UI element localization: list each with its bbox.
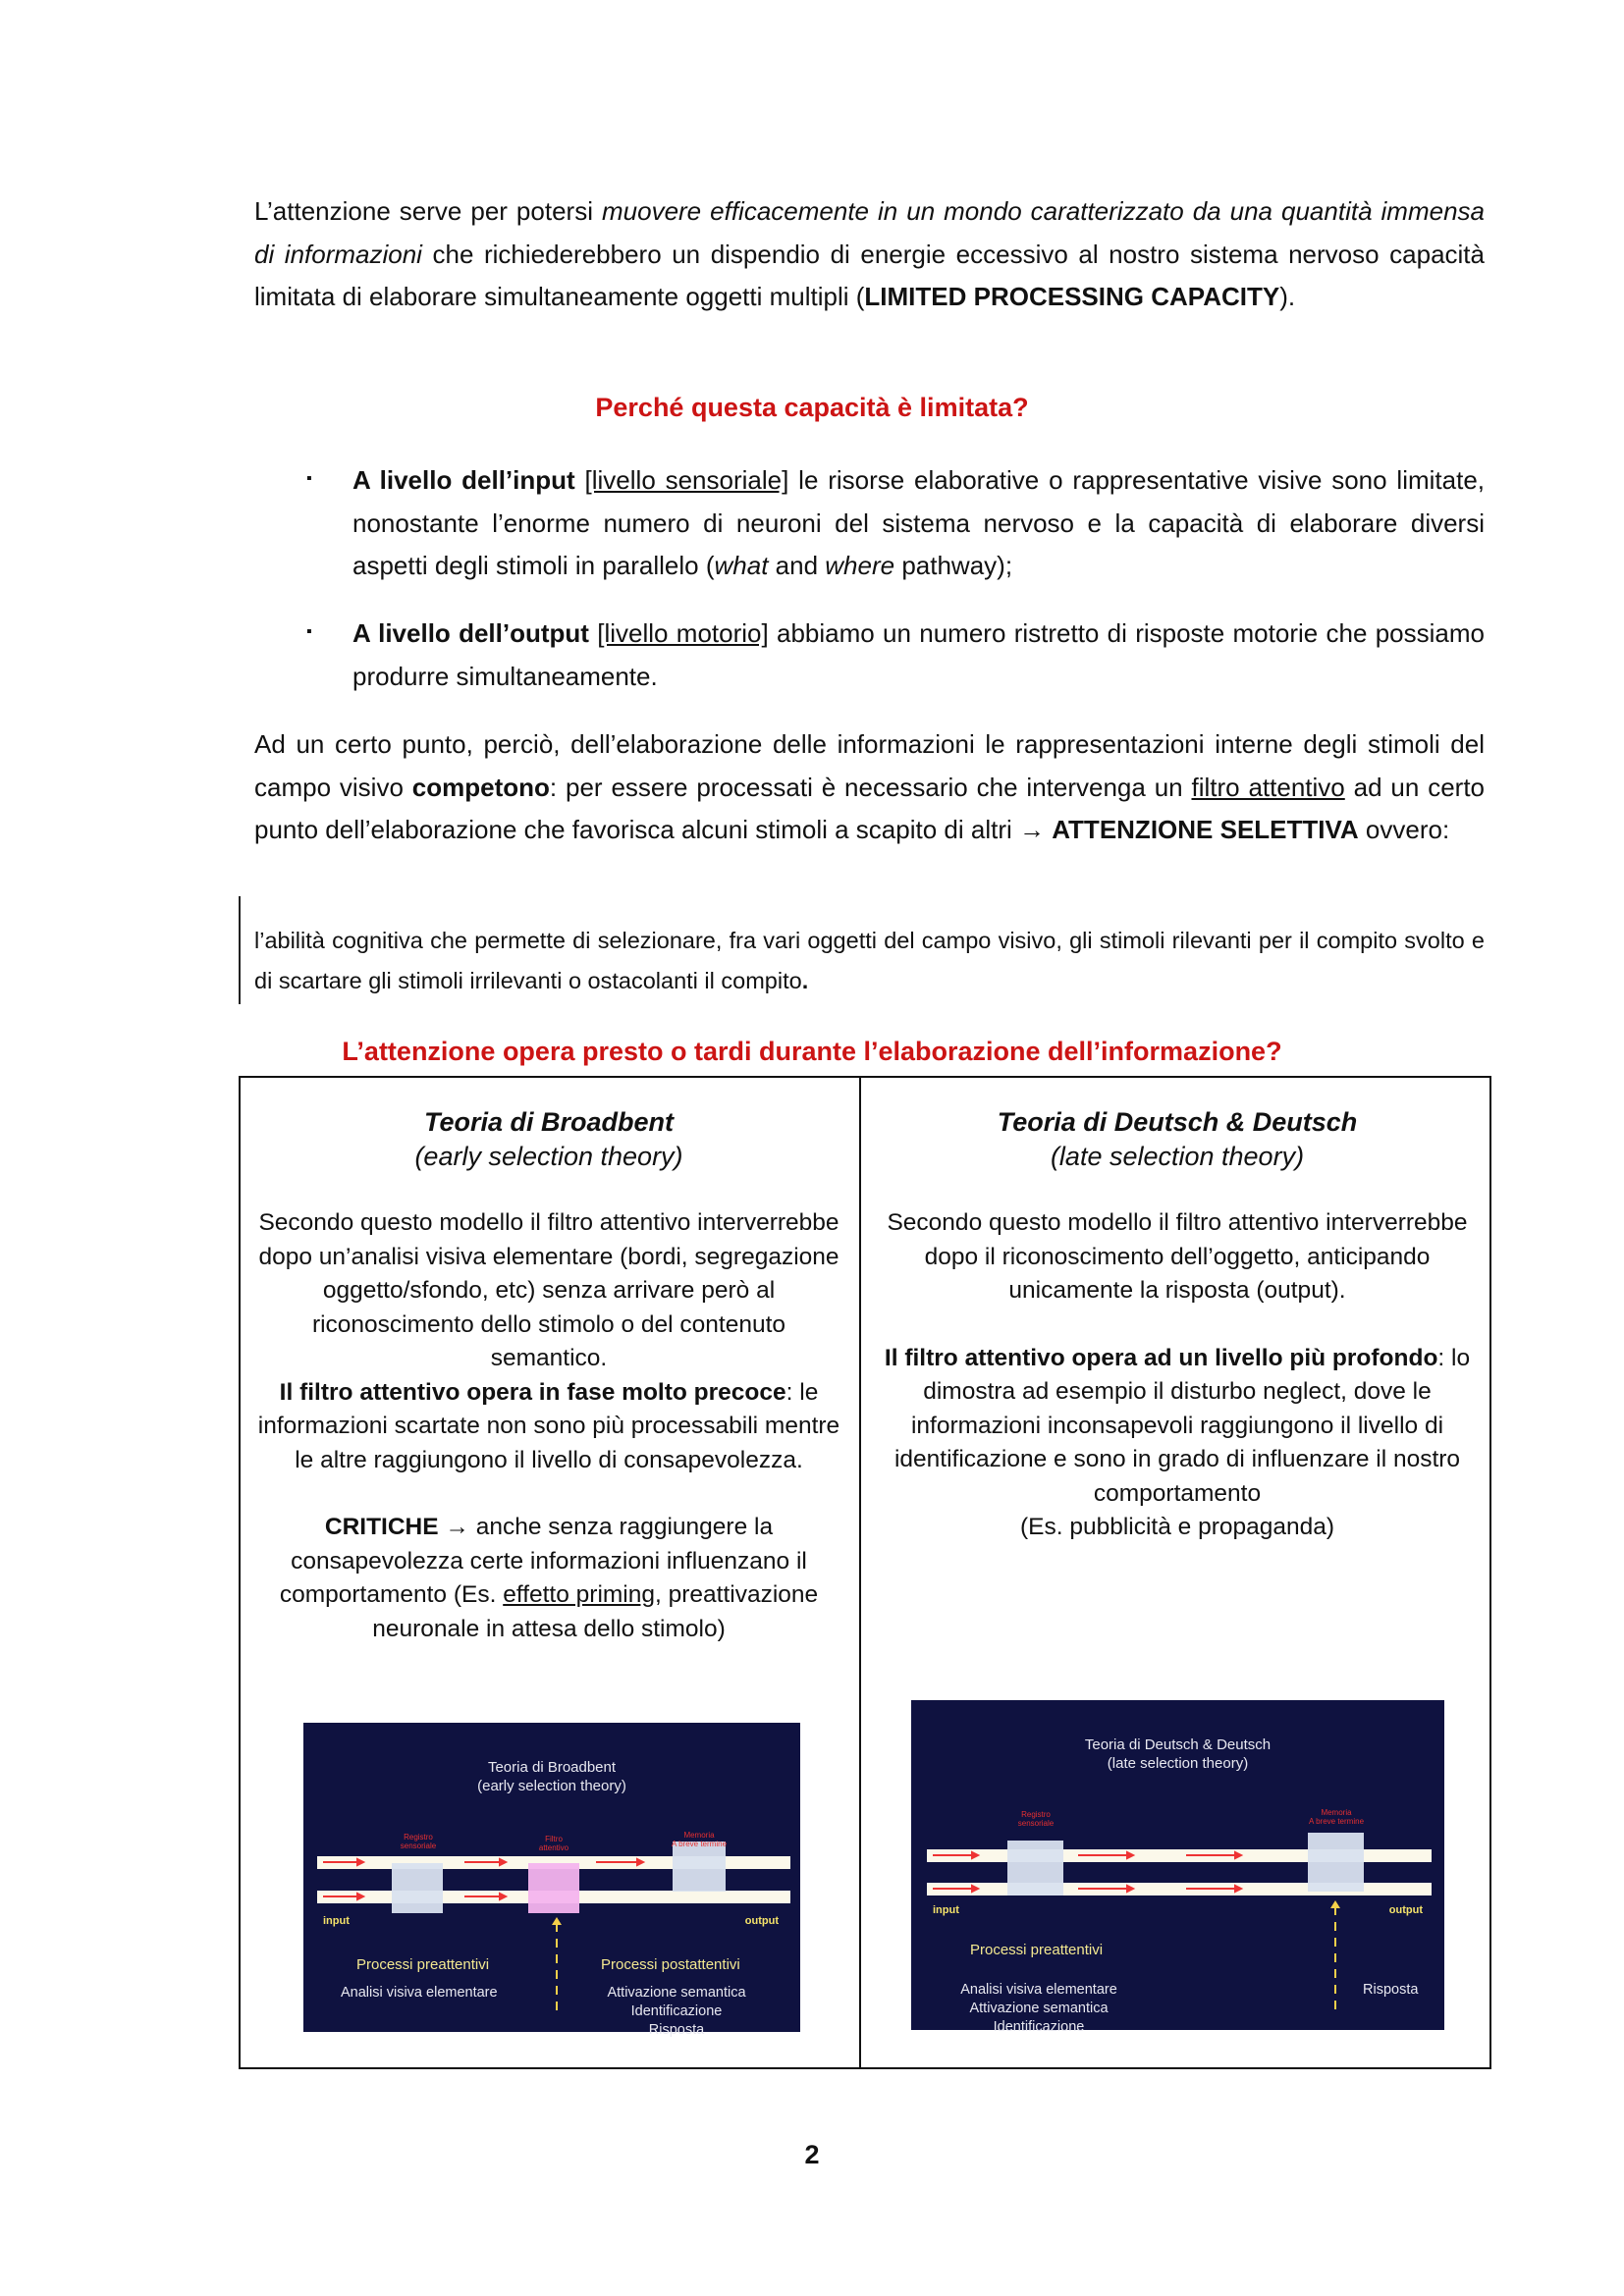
reg2: sensoriale: [1017, 1819, 1055, 1828]
broadbent-p1: Secondo questo modello il filtro attentivo interverrebbe dopo un’analisi visiva elementare (bordi, segregazione oggetto/sfondo, etc) senza arrivare però al riconoscimento dello stimolo o del contenuto semantico.: [258, 1209, 839, 1371]
label-preattentivi: Processi preattentivi: [356, 1956, 490, 1973]
broadbent-subtitle: (early selection theory): [414, 1141, 683, 1171]
ana1: Analisi visiva elementare: [960, 1982, 1117, 1998]
bullet-text: pathway);: [894, 551, 1013, 580]
broadbent-title: Teoria di Broadbent: [423, 1107, 675, 1137]
bold-competono: competono: [411, 772, 550, 802]
slide-subtitle: (early selection theory): [477, 1778, 626, 1794]
slide-subtitle: (late selection theory): [1107, 1755, 1249, 1772]
critiche-label: CRITICHE: [324, 1514, 439, 1540]
link-livello-sensoriale: [livello sensoriale]: [584, 465, 789, 495]
bullet-marker: ▪: [306, 470, 312, 487]
mem1: Memoria: [683, 1831, 715, 1840]
bullet-output: [352, 613, 1485, 698]
intro-text-3: ).: [1279, 282, 1296, 311]
deutsch-subtitle: (late selection theory): [1050, 1141, 1305, 1171]
table-divider: [859, 1078, 861, 2067]
deutsch-p2: [875, 1342, 1480, 1512]
deutsch-p2-text: : lo dimostra ad esempio il disturbo neglect, dove le informazioni inconsapevoli raggiungono il livello di identificazione e sono in grado di influenzare il nostro comportamento: [893, 1344, 1471, 1507]
label-postattentivi: Processi postattentivi: [601, 1956, 740, 1973]
quote-period: .: [801, 968, 809, 993]
ana3: Identificazione: [993, 2019, 1085, 2035]
deutsch-column: [875, 1105, 1480, 1545]
label-attivazione: [588, 1984, 765, 2040]
broadbent-p2-bold: Il filtro attentivo opera in fase molto precoce: [279, 1378, 786, 1406]
space: [589, 618, 597, 648]
broadbent-p2: [254, 1376, 843, 1478]
label-analisi: Analisi visiva elementare: [341, 1985, 498, 2001]
label-preattentivi: Processi preattentivi: [970, 1942, 1104, 1958]
deutsch-p2-bold: Il filtro attentivo opera ad un livello più profondo: [884, 1344, 1438, 1371]
link-livello-motorio: [livello motorio]: [597, 618, 769, 648]
effetto-priming: effetto priming: [503, 1581, 656, 1608]
bold-attenzione-selettiva: ATTENZIONE SELETTIVA: [1052, 815, 1359, 844]
slide-title: Teoria di Broadbent: [487, 1759, 617, 1776]
intro-text-2: che richiederebbero un dispendio di energie eccessivo al nostro sistema nervoso capacità limitata di elaborare simultaneamente oggetti multipli (: [254, 239, 1485, 311]
fil2: attentivo: [538, 1843, 569, 1852]
att1: Attivazione semantica: [607, 1985, 746, 2001]
definition-quote: [254, 921, 1485, 1001]
bullet-bold: A livello dell’input: [352, 465, 575, 495]
label-risposta: Risposta: [1363, 1982, 1419, 1998]
broadbent-diagram: [303, 1723, 800, 2038]
label-analisi: [950, 1981, 1127, 2037]
ana2: Attivazione semantica: [969, 2001, 1109, 2016]
broadbent-critiche: [254, 1511, 843, 1646]
deutsch-title: Teoria di Deutsch & Deutsch: [997, 1107, 1358, 1137]
bullet-bold: A livello dell’output: [352, 618, 589, 648]
label-registro: [398, 1833, 439, 1850]
broadbent-p2-text: : le informazioni scartate non sono più processabili mentre le altre raggiungono il livello di consapevolezza.: [257, 1378, 840, 1473]
para-text: ad un certo punto dell’elaborazione che favorisca alcuni stimoli a scapito di altri →: [254, 772, 1486, 844]
mem2: A breve termine: [671, 1840, 728, 1848]
fil1: Filtro: [545, 1835, 563, 1843]
quote-bar: [239, 896, 241, 1004]
att2: Identificazione: [630, 2003, 723, 2019]
label-output: output: [1388, 1904, 1423, 1916]
reg2: sensoriale: [400, 1842, 437, 1850]
section-heading-early-late: L’attenzione opera presto o tardi durante l’elaborazione dell’informazione?: [342, 1037, 1282, 1066]
section-heading-limited: Perché questa capacità è limitata?: [595, 393, 1029, 422]
bullet-input: [352, 459, 1485, 588]
deutsch-p3: (Es. pubblicità e propaganda): [1019, 1514, 1335, 1540]
space: [575, 465, 585, 495]
italic-where: where: [825, 551, 895, 580]
att3: Risposta: [648, 2022, 705, 2038]
intro-italic: muovere efficacemente in un mondo caratterizzato da una quantità immensa di informazioni: [254, 196, 1485, 269]
bullet-text: abbiamo un numero ristretto di risposte motorie che possiamo produrre simultaneamente.: [352, 618, 1485, 691]
limited-processing-capacity: LIMITED PROCESSING CAPACITY: [864, 282, 1280, 311]
intro-paragraph: [254, 190, 1485, 319]
label-filtro: [532, 1835, 575, 1852]
para-text: : per essere processati è necessario che intervenga un: [549, 772, 1192, 802]
reg1: Registro: [1021, 1810, 1051, 1819]
deutsch-p1: Secondo questo modello il filtro attentivo interverrebbe dopo il riconoscimento dell’oggetto, anticipando unicamente la risposta (output).: [887, 1209, 1468, 1304]
label-registro: [1012, 1810, 1059, 1828]
bullet-text: le risorse elaborative o rappresentative visive sono limitate, nonostante l’enorme numero di neuroni del sistema nervoso e la capacità di elaborare diversi aspetti degli stimoli in parallelo (: [352, 465, 1485, 580]
underline-filtro-attentivo: filtro attentivo: [1191, 772, 1345, 802]
para-text: Ad un certo punto, perciò, dell’elaborazione delle informazioni le rappresentazioni interne degli stimoli del campo visivo: [254, 729, 1485, 802]
label-input: input: [323, 1915, 350, 1927]
deutsch-diagram: [911, 1700, 1444, 2035]
bullet-text: and: [768, 551, 826, 580]
quote-text: l’abilità cognitiva che permette di selezionare, fra vari oggetti del campo visivo, gli stimoli rilevanti per il compito svolto e di scartare gli stimoli irrilevanti o ostacolanti il compito: [254, 928, 1485, 993]
critiche-text-2: , preattivazione neuronale in attesa dello stimolo): [372, 1581, 819, 1642]
reg1: Registro: [404, 1833, 433, 1842]
page-number: 2: [804, 2140, 820, 2169]
selective-attention-paragraph: [254, 723, 1485, 852]
mem1: Memoria: [1321, 1808, 1352, 1817]
para-text: ovvero:: [1358, 815, 1450, 844]
italic-what: what: [714, 551, 769, 580]
label-output: output: [744, 1915, 779, 1927]
critiche-text: → anche senza raggiungere la consapevolezza certe informazioni influenzano il comportamento (Es.: [279, 1514, 807, 1608]
label-memoria: [1299, 1808, 1374, 1826]
broadbent-column: [254, 1105, 843, 1646]
comparison-table: [239, 1076, 1491, 2069]
label-memoria: [663, 1831, 735, 1848]
mem2: A breve termine: [1308, 1817, 1365, 1826]
bullet-marker: ▪: [306, 623, 312, 640]
intro-text: L’attenzione serve per potersi: [254, 196, 602, 226]
label-input: input: [933, 1904, 959, 1916]
slide-title: Teoria di Deutsch & Deutsch: [1084, 1736, 1272, 1753]
